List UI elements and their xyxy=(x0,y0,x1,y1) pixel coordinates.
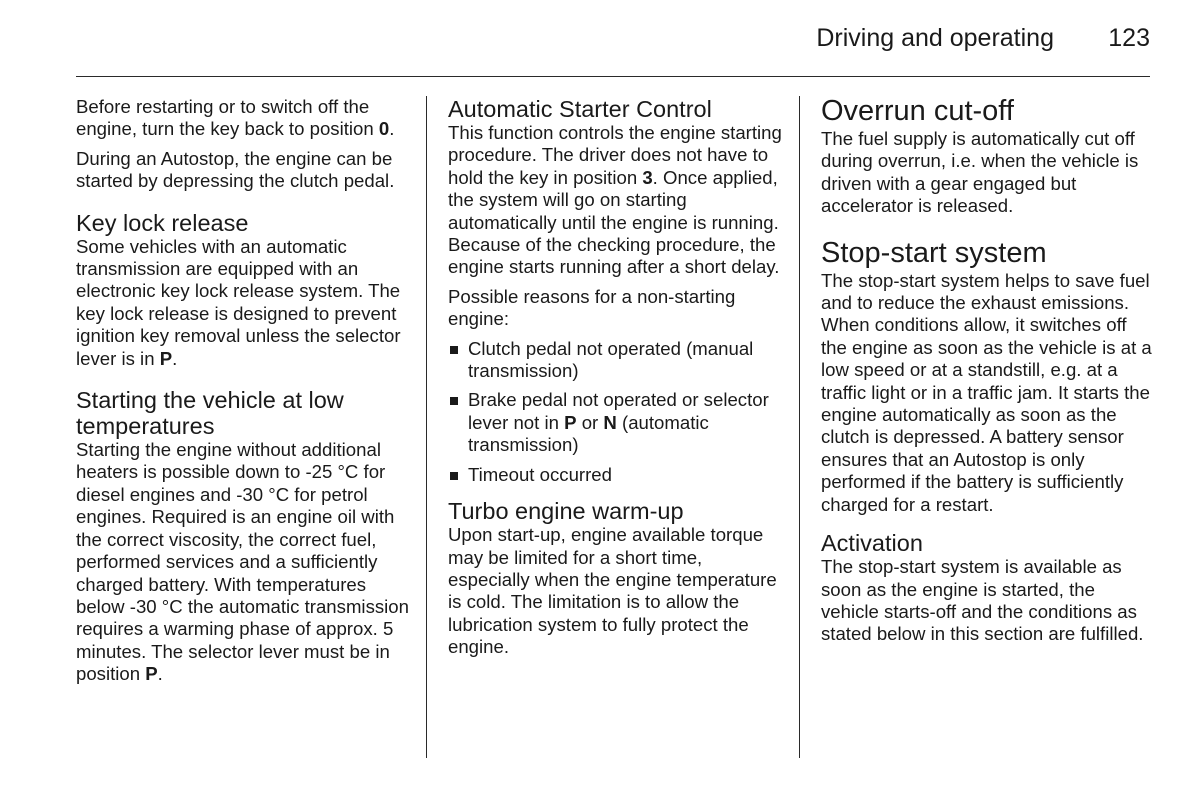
reasons-list xyxy=(448,338,784,486)
heading-turbo-warm-up: Turbo engine warm-up xyxy=(448,498,684,525)
paragraph-restart: Before restarting or to switch off the engine, turn the key back to position 0. xyxy=(76,96,395,140)
bullet-square-icon xyxy=(450,472,458,480)
heading-low-temperatures: Starting the vehicle at low temperatures xyxy=(76,387,344,440)
paragraph-overrun: The fuel supply is automatically cut off during overrun, i.e. when the vehicle is driven with a gear engaged but accelerator is released. xyxy=(821,128,1139,217)
paragraph-stop-start: The stop-start system helps to save fuel and to reduce the exhaust emissions. When conditions allow, it switches off the engine as soon as the vehicle is at a low speed or at a standstill, e.g. at a traffic light or in a traffic jam. It starts the engine automatically as soon as the clutch is depressed. A battery sensor ensures that an Autostop is only performed if the battery is sufficiently charged for a restart. xyxy=(821,269,1152,515)
heading-activation: Activation xyxy=(821,530,923,557)
bullet-square-icon xyxy=(450,346,458,354)
page-header xyxy=(76,0,1150,77)
column-left xyxy=(76,96,416,693)
paragraph-turbo: Upon start-up, engine available torque may be limited for a short time, especially when the engine temperature is cold. The limitation is to allow the lubrication system to fully protect the engine. xyxy=(448,524,777,658)
paragraph-low-temperatures: Starting the engine without additional heaters is possible down to -25 °C for diesel engines and -30 °C for petrol engines. Required is an engine oil with the correct viscosity, the correct fuel, performed services and a sufficiently charged battery. With temperatures below -30 °C the automatic transmission requires a warming phase of approx. 5 minutes. The selector lever must be in position P. xyxy=(76,439,409,685)
heading-key-lock-release: Key lock release xyxy=(76,209,249,236)
paragraph-autostop: During an Autostop, the engine can be started by depressing the clutch pedal. xyxy=(76,147,395,192)
paragraph-starter-control: This function controls the engine starting procedure. The driver does not have to hold the key in position 3. Once applied, the system will go on starting automatically until the engine is running. Because of the checking procedure, the engine starts running after a short delay. xyxy=(448,122,782,278)
bullet-square-icon xyxy=(450,397,458,405)
paragraph-non-starting-reasons: Possible reasons for a non-starting engine: xyxy=(448,285,736,330)
list-item: Timeout occurred xyxy=(448,464,784,486)
heading-overrun-cut-off: Overrun cut-off xyxy=(821,95,1014,127)
page-number: 123 xyxy=(1108,24,1150,52)
column-divider-left xyxy=(426,96,427,758)
column-middle xyxy=(448,96,784,666)
paragraph-key-lock: Some vehicles with an automatic transmission are equipped with an electronic key lock release system. The key lock release is designed to prevent ignition key removal unless the selector lever is in P. xyxy=(76,235,401,369)
heading-stop-start-system: Stop-start system xyxy=(821,236,1047,269)
paragraph-activation: The stop-start system is available as soon as the engine is started, the vehicle starts-off and the conditions as stated below in this section are fulfilled. xyxy=(821,556,1144,645)
column-right xyxy=(821,96,1156,653)
list-item: Brake pedal not operated or selector lever not in P or N (automatic transmission) xyxy=(448,389,784,456)
heading-automatic-starter-control: Automatic Starter Control xyxy=(448,96,712,122)
list-item: Clutch pedal not operated (manual transmission) xyxy=(448,338,784,383)
column-divider-right xyxy=(799,96,800,758)
section-title: Driving and operating xyxy=(816,24,1054,52)
